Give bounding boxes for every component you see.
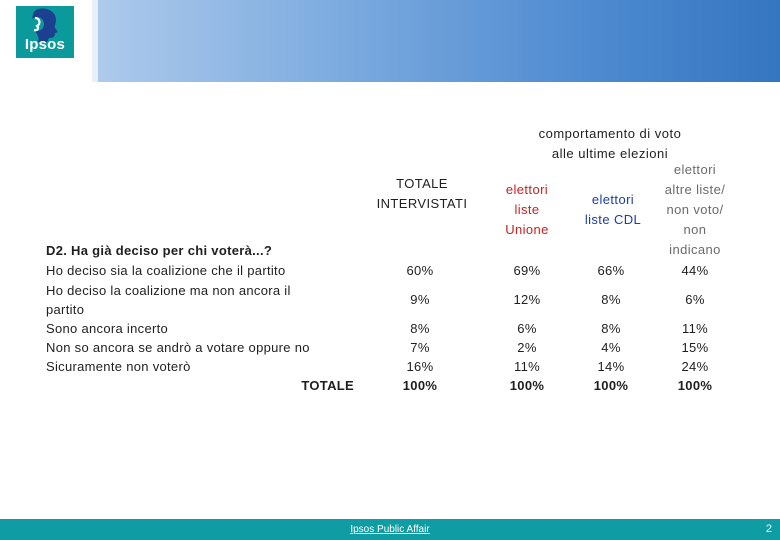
- col-header-line: altre liste/: [664, 182, 726, 197]
- col-header-line: elettori: [673, 162, 717, 177]
- col-header-line: liste: [514, 202, 540, 217]
- col-header-unione: [490, 180, 564, 240]
- cell-altre: 11%: [682, 321, 708, 336]
- total-totale: 100%: [402, 378, 438, 393]
- cell-unione: 6%: [517, 321, 537, 336]
- cell-totale: 8%: [410, 321, 430, 336]
- group-header-line: alle ultime elezioni: [551, 146, 669, 161]
- footer-link[interactable]: Ipsos Public Affair: [350, 524, 430, 535]
- cell-totale: 9%: [410, 292, 430, 307]
- total-label: TOTALE: [301, 378, 354, 393]
- cell-cdl: 14%: [597, 359, 625, 374]
- question-title: D2. Ha già deciso per chi voterà...?: [46, 243, 273, 258]
- col-header-line: non voto/: [666, 202, 724, 217]
- cell-unione: 11%: [514, 359, 540, 374]
- col-header-totale: [360, 174, 484, 214]
- row-label-line: Ho deciso la coalizione ma non ancora il: [46, 283, 291, 298]
- total-altre: 100%: [677, 378, 713, 393]
- column-group-header: [505, 124, 715, 164]
- group-header-line: comportamento di voto: [538, 126, 682, 141]
- col-header-line: elettori: [591, 192, 635, 207]
- col-header-line: INTERVISTATI: [376, 196, 468, 211]
- logo-divider: [92, 0, 98, 82]
- col-header-line: Unione: [505, 222, 549, 237]
- cell-cdl: 8%: [601, 292, 621, 307]
- col-header-altre: [655, 160, 735, 260]
- col-header-line: liste CDL: [584, 212, 642, 227]
- cell-cdl: 4%: [601, 340, 621, 355]
- row-label: Ho deciso sia la coalizione che il partito: [46, 263, 286, 278]
- row-label: Sono ancora incerto: [46, 321, 169, 336]
- cell-unione: 12%: [513, 292, 541, 307]
- row-label-line: partito: [46, 302, 85, 317]
- logo-text: Ipsos: [24, 36, 66, 53]
- cell-unione: 69%: [513, 263, 541, 278]
- header-band: [0, 0, 780, 82]
- row-label: [46, 281, 291, 319]
- cell-cdl: 66%: [597, 263, 625, 278]
- ipsos-logo: [16, 6, 74, 58]
- cell-altre: 44%: [681, 263, 709, 278]
- cell-unione: 2%: [517, 340, 537, 355]
- col-header-cdl: [573, 190, 653, 230]
- row-label: Non so ancora se andrò a votare oppure no: [46, 340, 310, 355]
- col-header-line: elettori: [505, 182, 549, 197]
- cell-cdl: 8%: [601, 321, 621, 336]
- cell-totale: 7%: [410, 340, 430, 355]
- cell-altre: 24%: [681, 359, 709, 374]
- cell-altre: 6%: [685, 292, 705, 307]
- cell-totale: 16%: [406, 359, 434, 374]
- logo-panel: [0, 0, 92, 82]
- col-header-line: TOTALE: [396, 176, 448, 191]
- page-number: 2: [765, 523, 772, 535]
- col-header-line: indicano: [669, 242, 721, 257]
- total-cdl: 100%: [593, 378, 629, 393]
- cell-altre: 15%: [681, 340, 709, 355]
- cell-totale: 60%: [406, 263, 434, 278]
- total-unione: 100%: [509, 378, 545, 393]
- col-header-line: non: [683, 222, 707, 237]
- row-label: Sicuramente non voterò: [46, 359, 191, 374]
